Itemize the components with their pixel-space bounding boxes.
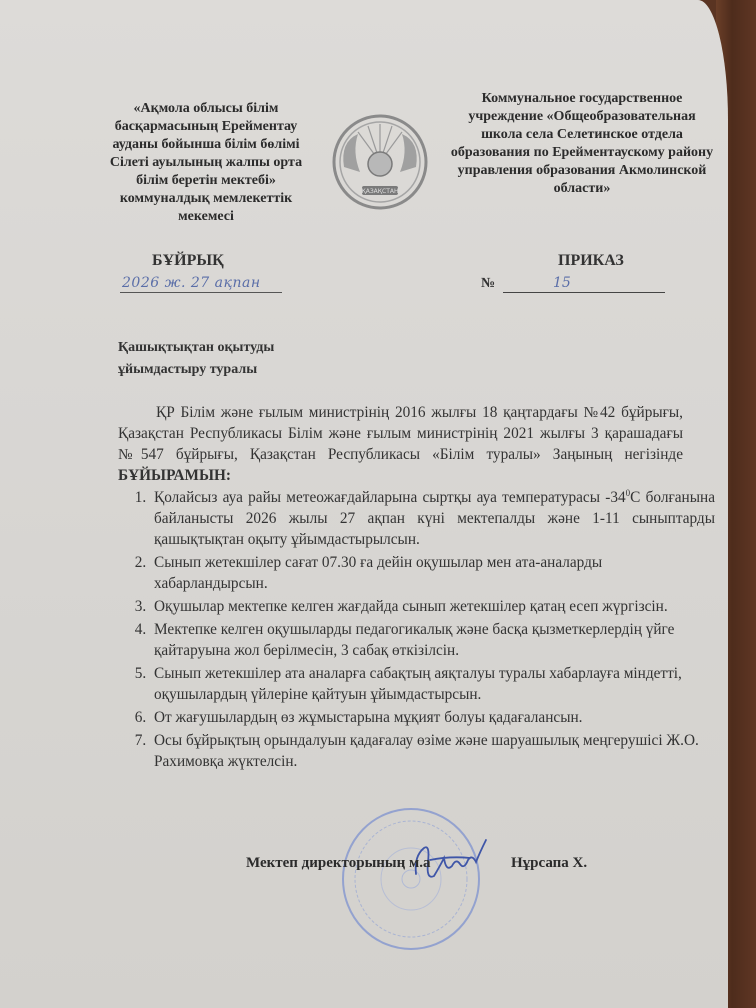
- preamble-emphasis: БҰЙЫРАМЫН:: [118, 467, 231, 484]
- order-subject: [118, 337, 274, 381]
- order-item: [150, 487, 715, 550]
- item-text: Қолайсыз ауа райы метеожағдайларына сыртқы ауа температурасы -34: [154, 489, 626, 506]
- order-items-list: [118, 487, 715, 774]
- order-item: 5. Сынып жетекшілер ата аналарға сабақтың аяқталуы туралы хабарлауға міндетті, оқушылардың үйлеріне қайтуын ұйымдастырсын.: [150, 663, 715, 705]
- signatory-title: Мектеп директорының м.а: [246, 855, 431, 871]
- preamble-paragraph: [118, 402, 683, 486]
- order-date-handwritten: 2026 ж. 27 ақпан: [120, 274, 282, 293]
- order-title-kazakh: БҰЙРЫҚ: [152, 252, 224, 269]
- subject-line-1: Қашықтықтан оқытуды: [118, 340, 275, 355]
- order-item: 4. Мектепке келген оқушыларды педагогикалық және басқа қызметкерлердің үйге қайтаруына жол берілмесін, 3 сабақ өткізілсін.: [150, 619, 715, 661]
- order-item: 7. Осы бұйрықтың орындалуын қадағалау өзіме және шаруашылық меңгерушісі Ж.О. Рахимовқа жүктелсін.: [150, 730, 715, 772]
- preamble-text: ҚР Білім және ғылым министрінің 2016 жылғы 18 қаңтардағы №42 бұйрығы, Қазақстан Республикасы Білім және ғылым министрінің 2021 жылғы 3 қарашадағы №547 бұйрығы, Қазақстан Республикасы «Білім туралы» Заңының негізінде: [118, 404, 683, 463]
- header-org-russian: Коммунальное государственное учреждение «Общеобразовательная школа села Селетинское отдела образования по Ерейментаускому району управления образования Акмолинской области»: [450, 91, 714, 196]
- subject-line-2: ұйымдастыру туралы: [118, 362, 258, 377]
- order-title-russian: ПРИКАЗ: [558, 252, 624, 269]
- svg-text:ҚАЗАҚСТАН: ҚАЗАҚСТАН: [361, 188, 399, 195]
- order-number-handwritten: 15: [503, 274, 665, 293]
- order-number-label: №: [481, 276, 496, 291]
- header-org-kazakh: «Ақмола облысы білім басқармасының Ерейментау ауданы бойынша білім бөлімі Сілеті ауылының жалпы орта білім беретін мектебі» коммуналдық мемлекеттік мекемесі: [109, 101, 303, 224]
- item-text: С болғанына байланысты 2026 жылы 27 ақпан күні мектепалды және 1-11 сыныптарды қашықтықтан оқыту ұйымдастырылсын.: [154, 489, 715, 548]
- order-item: 6. От жағушылардың өз жұмыстарына мұқият болуы қадағалансын.: [150, 707, 715, 728]
- state-emblem-icon: [330, 112, 430, 212]
- degree-superscript: 0: [625, 487, 631, 498]
- order-item: 3. Оқушылар мектепке келген жағдайда сынып жетекшілер қатаң есеп жүргізсін.: [150, 596, 715, 617]
- order-item: 2. Сынып жетекшілер сағат 07.30 ға дейін оқушылар мен ата-аналарды хабарландырсын.: [150, 552, 715, 594]
- signatory-name: Нұрсапа Х.: [511, 855, 588, 871]
